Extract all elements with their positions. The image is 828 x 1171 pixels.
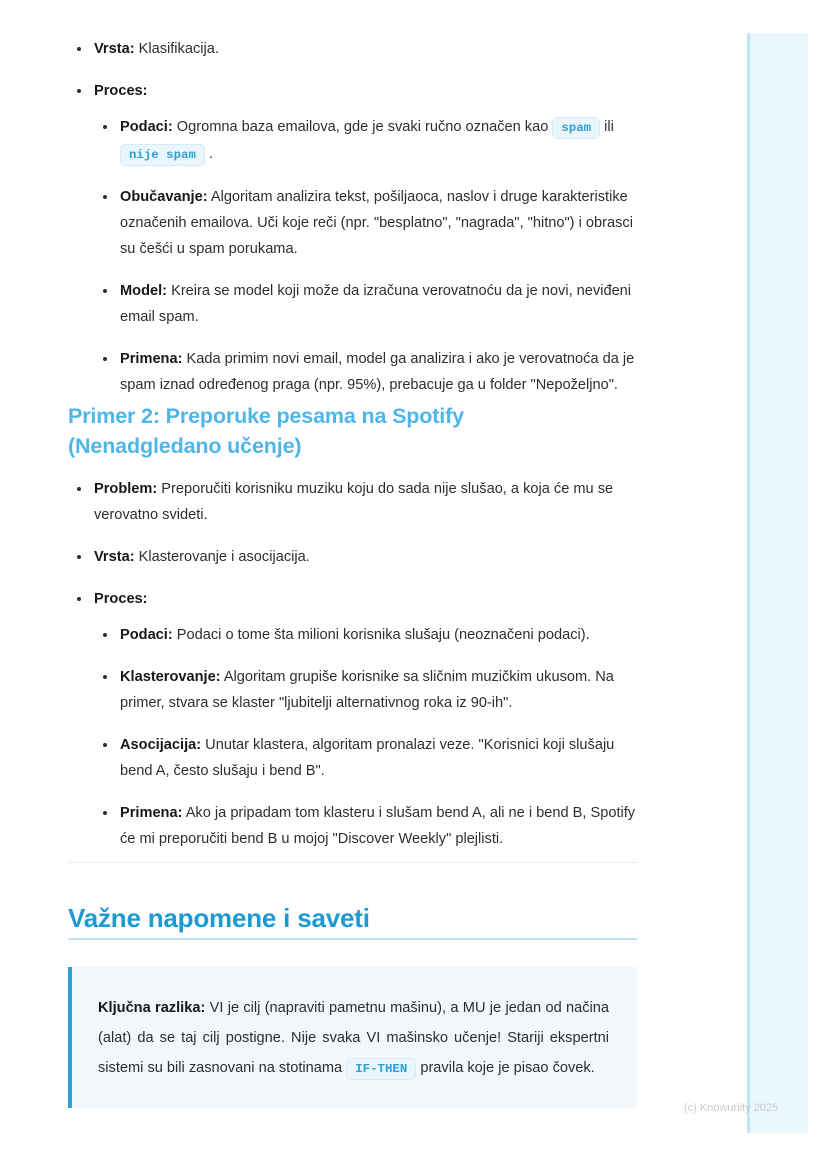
spam-example-section <box>68 36 638 414</box>
list-item-lead: Proces: <box>94 83 148 99</box>
list-item-text: Ako ja pripadam tom klasteru i slušam bend A, ali ne i bend B, Spotify će mi preporučiti bend B u mojoj "Discover Weekly" plejlisti. <box>120 805 636 847</box>
spotify-example-section <box>68 476 638 868</box>
section-divider <box>68 862 637 863</box>
list-item-text: Unutar klastera, algoritam pronalazi veze. "Korisnici koji slušaju bend A, često slušaju i bend B". <box>120 737 615 779</box>
section-heading-notes: Važne napomene i saveti <box>68 903 370 933</box>
list-item-lead: Podaci: <box>120 627 173 643</box>
list-item <box>94 184 638 262</box>
spotify-heading-wrap <box>68 401 608 461</box>
list-item <box>94 732 638 784</box>
list-item-lead: Obučavanje: <box>120 189 208 205</box>
list-item-text: Algoritam analizira tekst, pošiljaoca, naslov i druge karakteristike označenih emailova. Uči koje reči (npr. "besplatno", "nagrada", "hitno") i obrasci su češći u spam porukama. <box>120 189 633 257</box>
list-item-lead: Primena: <box>120 805 183 821</box>
callout-lead: Ključna razlika: <box>98 1000 206 1016</box>
list-item-text: Preporučiti korisniku muziku koju do sada nije slušao, a koja će mu se verovatno svideti. <box>94 481 614 523</box>
list-item <box>68 36 638 62</box>
code-chip-if-then: IF-THEN <box>346 1058 416 1080</box>
list-item <box>68 476 638 528</box>
list-item <box>68 544 638 570</box>
list-item-lead: Vrsta: <box>94 41 135 57</box>
list-item-text: Kada primim novi email, model ga analizira i ako je verovatnoća da je spam iznad određenog praga (npr. 95%), prebacuje ga u folder "Nepoželjno". <box>120 351 635 393</box>
list-item-lead: Primena: <box>120 351 183 367</box>
page-side-strip-edge <box>747 33 750 1133</box>
list-item-text: Algoritam grupiše korisnike sa sličnim muzičkim ukusom. Na primer, stvara se klaster "ljubitelji alternativnog roka iz 90-ih". <box>120 669 614 711</box>
list-item <box>68 586 638 852</box>
notes-heading-wrap <box>68 901 637 935</box>
list-item-lead: Vrsta: <box>94 549 135 565</box>
code-chip-spam: spam <box>552 117 600 139</box>
callout-text-before: VI je cilj (napraviti pametnu mašinu), a MU je jedan od načina (alat) da se taj cilj postigne. Nije svaka VI mašinsko učenje! Stariji ekspertni sistemi su bili zasnovani na stotinama <box>98 1000 609 1076</box>
list-item-lead: Problem: <box>94 481 158 497</box>
spam-top-list <box>68 36 638 398</box>
notes-heading-underline <box>68 938 637 940</box>
list-item-lead: Klasterovanje: <box>120 669 221 685</box>
list-item <box>68 78 638 398</box>
list-item-lead: Model: <box>120 283 168 299</box>
list-item <box>94 622 638 648</box>
list-item-lead: Asocijacija: <box>120 737 202 753</box>
spam-process-list <box>94 114 638 398</box>
callout-paragraph <box>98 993 609 1084</box>
list-item-lead: Podaci: <box>120 119 173 135</box>
list-item-text: Kreira se model koji može da izračuna verovatnoću da je novi, neviđeni email spam. <box>120 283 632 325</box>
list-item <box>94 114 638 168</box>
spotify-top-list <box>68 476 638 852</box>
list-item-text: Klasifikacija. <box>134 41 219 57</box>
list-item <box>94 346 638 398</box>
list-item <box>94 278 638 330</box>
footer-watermark: (c) Knowunity 2025 <box>684 1102 779 1114</box>
list-item-text: Klasterovanje i asocijacija. <box>134 549 310 565</box>
section-heading-spotify: Primer 2: Preporuke pesama na Spotify (Nenadgledano učenje) <box>68 404 464 458</box>
list-item-lead: Proces: <box>94 591 148 607</box>
list-item-text: . <box>204 146 214 162</box>
list-item-text: Ogromna baza emailova, gde je svaki ručno označen kao <box>172 119 553 135</box>
page-side-strip <box>747 33 808 1133</box>
callout-text-after: pravila koje je pisao čovek. <box>416 1060 595 1076</box>
list-item-text: Podaci o tome šta milioni korisnika slušaju (neoznačeni podaci). <box>172 627 590 643</box>
key-difference-callout <box>68 967 637 1108</box>
list-item <box>94 800 638 852</box>
spotify-process-list <box>94 622 638 852</box>
list-item <box>94 664 638 716</box>
code-chip-nije-spam: nije spam <box>120 144 205 166</box>
list-item-text: ili <box>600 119 614 135</box>
